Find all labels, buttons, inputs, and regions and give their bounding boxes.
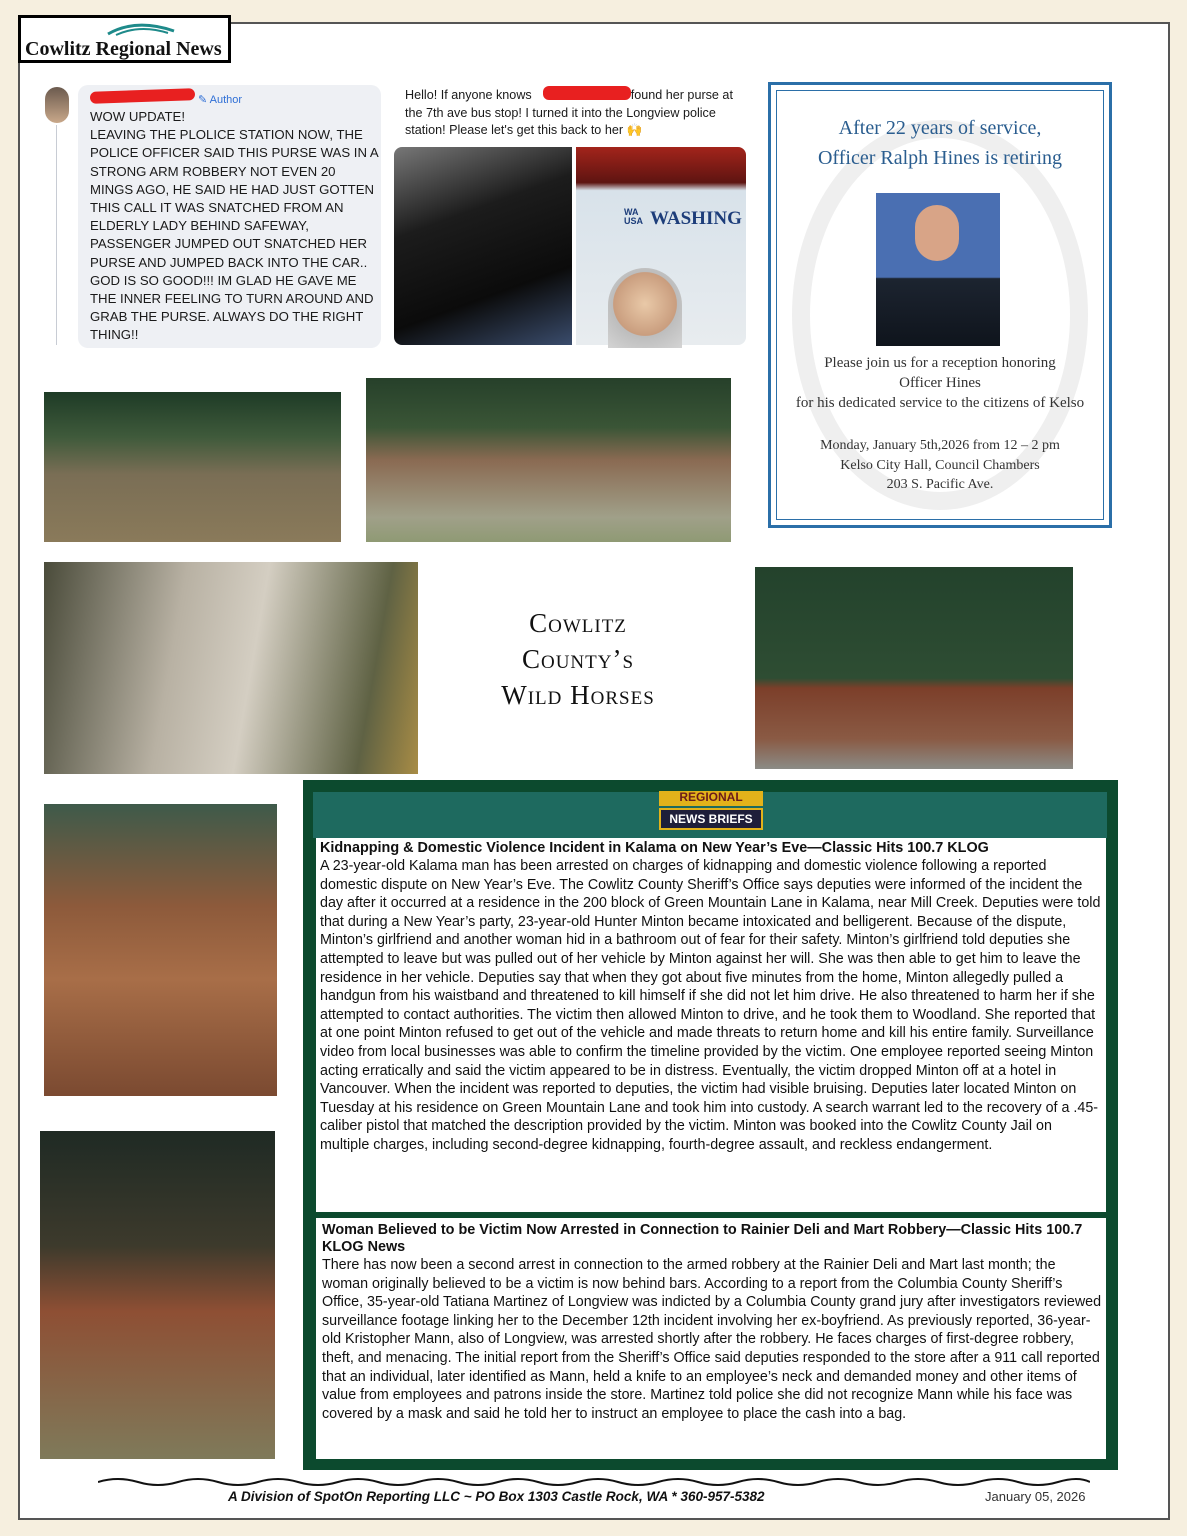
id-state-text: WASHING [650, 208, 742, 229]
horses-photo-meadow [44, 392, 341, 542]
id-state-abbr: WA USA [624, 207, 644, 226]
footer-publisher: A Division of SpotOn Reporting LLC ~ PO Box 1303 Castle Rock, WA * 360-957-5382 [228, 1489, 765, 1504]
horse-photo-grey [44, 562, 418, 774]
caption-start: Hello! If anyone knows [405, 88, 532, 102]
horses-photo-herd [366, 378, 731, 542]
retirement-place: Kelso City Hall, Council Chambers [840, 457, 1040, 473]
officer-face [915, 205, 959, 261]
wild-horses-title [468, 605, 688, 713]
retirement-body-line3: for his dedicated service to the citizens of Kelso [795, 395, 1085, 411]
name-redaction [543, 86, 631, 100]
author-badge-label: Author [209, 94, 243, 106]
retirement-title [768, 113, 1112, 173]
author-badge [198, 93, 242, 106]
retirement-address: 203 S. Pacific Ave. [886, 477, 994, 492]
retirement-body [768, 353, 1112, 413]
wild-horses-title-line1: Cowlitz [529, 608, 627, 638]
retirement-title-line2: Officer Ralph Hines is retiring [817, 147, 1062, 169]
masthead-logo-icon [106, 22, 176, 36]
retirement-date: Monday, January 5th,2026 from 12 – 2 pm [820, 438, 1060, 453]
caption-end: found her purse at the 7th ave bus stop! I turned it into the Longview police station! Please let's get this back to her 🙌 [405, 88, 733, 137]
story-body: A 23-year-old Kalama man has been arrested on charges of kidnapping and domestic violence following a reported domestic dispute on New Year’s Eve. The Cowlitz County Sheriff’s Office says deputies were informed of the incident the day after it occurred at a residence in the 200 block of Green Mountain Lane in Kalama, near Mill Creek. Deputies were told that during a New Year’s party, 23-year-old Hunter Minton became intoxicated and belligerent. Because of the dispute, Minton’s girlfriend and another woman hid in a bathroom out of fear for their safety. Minton’s girlfriend told deputies she attempted to leave but was pulled out of her vehicle by Minton against her will. She was then able to get him to leave the residence in her vehicle. Deputies say that when they got about five minutes from the home, Minton allegedly pulled a handgun from his waistband and threatened to kill himself if she did not let him drive. He also threatened to harm her if she attempted to contact authorities. The victim then allowed Minton to drive, and he took them to Woodland. She reported that at one point Minton refused to get out of the vehicle and made threats to return home and kill his entire family. Surveillance video from local businesses was able to confirm the timeline provided by the victim. One employee reported seeing Minton acting erratically and said the victim appeared to be in distress. Eventually, the victim dropped Minton off at a hotel in Vancouver. When the incident was reported to deputies, the victim had visible bruising. Deputies later located Minton on Tuesday at his residence on Green Mountain Lane and took him into custody. A search warrant led to the recovery of a .45-caliber pistol that matched the description provided by the victim. Minton was booked into the Cowlitz County Jail on multiple charges, including second-degree kidnapping, fourth-degree assault, and reckless endangerment. [320, 858, 1101, 1153]
news-story [316, 838, 1106, 1212]
wild-horses-title-line2: County’s [521, 644, 635, 674]
story-headline: Kidnapping & Domestic Violence Incident in Kalama on New Year’s Eve—Classic Hits 100.7 KLOG [320, 840, 989, 856]
news-story [316, 1218, 1106, 1459]
retirement-body-line2: Officer Hines [899, 375, 981, 391]
badge-news-briefs: NEWS BRIEFS [659, 808, 763, 830]
id-face-photo [608, 268, 682, 348]
post-avatar [45, 87, 69, 123]
purse-photo [394, 147, 572, 345]
story-headline: Woman Believed to be Victim Now Arrested in Connection to Rainier Deli and Mart Robbery—Classic Hits 100.7 KLOG News [322, 1222, 1083, 1255]
horse-photo-forest [40, 1131, 275, 1459]
horses-photo-pair [755, 567, 1073, 769]
footer-wavy-rule [98, 1476, 1090, 1488]
story-body: There has now been a second arrest in connection to the armed robbery at the Rainier Deli and Mart last month; the woman originally believed to be a victim is now behind bars. According to a report from the Columbia County Sheriff’s Office, 35-year-old Tatiana Martinez of Longview was indicted by a Columbia County grand jury after investigators reviewed surveillance footage linking her to the December 12th incident involving her ex-boyfriend. As previously reported, 36-year-old Kristopher Mann, also of Longview, was arrested shortly after the robbery. He faces charges of first-degree robbery, theft, and menacing. The initial report from the Sheriff’s Office said deputies responded to the store after a 911 call reported that an individual, later identified as Mann, held a knife to an employee’s neck and demanded money and other items of value from employees and patrons inside the store. Martinez told police she did not recognize Mann while his face was covered by a mask and said he told her to instruct an employee to place the cash into a bag. [322, 1257, 1102, 1422]
retirement-event-details [768, 436, 1112, 495]
pencil-icon: ✎ [198, 94, 208, 106]
masthead-title: Cowlitz Regional News [25, 38, 222, 60]
horse-photo-portrait [44, 804, 277, 1096]
footer-date: January 05, 2026 [985, 1489, 1086, 1504]
masthead [18, 15, 231, 63]
retirement-title-line1: After 22 years of service, [838, 117, 1042, 139]
thread-line [56, 125, 57, 345]
badge-regional: REGIONAL [659, 791, 763, 806]
retirement-body-line1: Please join us for a reception honoring [824, 355, 1056, 371]
post-text: WOW UPDATE! LEAVING THE PLOLICE STATION NOW, THE POLICE OFFICER SAID THIS PURSE WAS IN A STRONG ARM ROBBERY NOT EVEN 20 MINGS AGO, HE SAID HE HAD JUST GOTTEN THIS CALL IT WAS SNATCHED FROM AN ELDERLY LADY BEHIND SAFEWAY, PASSENGER JUMPED OUT SNATCHED HER PURSE AND JUMPED BACK INTO THE CAR.. GOD IS SO GOOD!!! IM GLAD HE GAVE ME THE INNER FEELING TO TURN AROUND AND GRAB THE PURSE. ALWAYS DO THE RIGHT THING!! [90, 109, 378, 343]
wild-horses-title-line3: Wild Horses [501, 680, 655, 710]
